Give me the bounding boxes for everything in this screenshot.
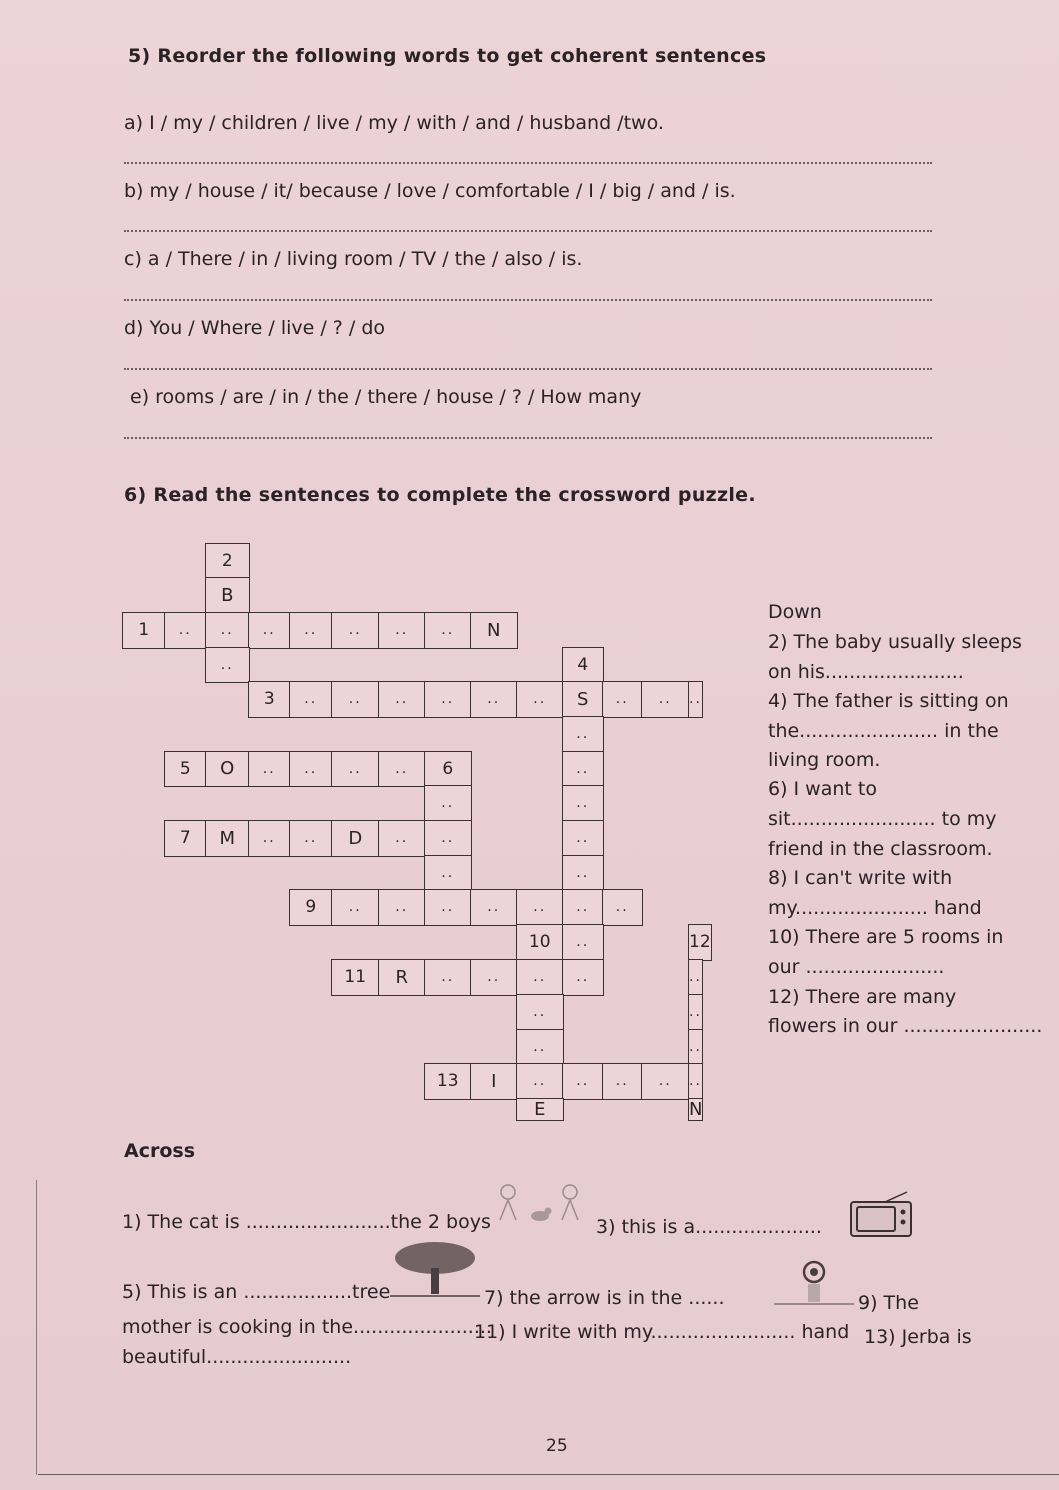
crossword-number-cell: 1 (122, 612, 166, 649)
crossword-empty-cell[interactable]: .. (516, 959, 564, 996)
crossword-empty-cell[interactable]: .. (688, 1029, 703, 1065)
crossword-empty-cell[interactable]: .. (289, 820, 333, 857)
down-clue-line: 2) The baby usually sleeps (768, 631, 1022, 653)
sentence-c: c) a / There / in / living room / TV / the / also / is. (124, 248, 583, 270)
crossword-letter-cell: D (331, 820, 380, 857)
crossword-empty-cell[interactable]: .. (688, 959, 703, 996)
crossword-empty-cell[interactable]: .. (289, 681, 333, 718)
crossword-number-cell: 9 (289, 889, 333, 926)
crossword-empty-cell[interactable]: .. (470, 889, 518, 926)
crossword-number-cell: 2 (205, 543, 250, 579)
across-clue-1: 1) The cat is ........................the 2 boys (122, 1211, 491, 1233)
crossword-empty-cell[interactable]: .. (516, 1029, 564, 1065)
down-clue-line: 8) I can't write with (768, 867, 953, 889)
crossword-empty-cell[interactable]: .. (331, 889, 380, 926)
crossword-empty-cell[interactable]: .. (424, 855, 472, 891)
sentence-e: e) rooms / are / in / the / there / house / ? / How many (130, 386, 642, 408)
crossword-empty-cell[interactable]: .. (516, 1063, 564, 1100)
down-clue-line: 6) I want to (768, 778, 877, 800)
crossword-empty-cell[interactable]: .. (289, 751, 333, 787)
page-number: 25 (546, 1436, 568, 1456)
crossword-empty-cell[interactable]: .. (688, 994, 703, 1031)
down-clue-line: friend in the classroom. (768, 838, 993, 860)
crossword-number-cell: 13 (424, 1063, 472, 1100)
crossword-number-cell: 11 (331, 959, 380, 996)
crossword-empty-cell[interactable]: .. (516, 889, 564, 926)
down-clue-line: living room. (768, 749, 881, 771)
crossword-number-cell: 5 (164, 751, 207, 787)
crossword-letter-cell: B (205, 577, 250, 614)
sentence-d: d) You / Where / live / ? / do (124, 317, 386, 339)
down-clue-line: flowers in our ....................... (768, 1015, 1043, 1037)
crossword-letter-cell: I (470, 1063, 518, 1100)
crossword-empty-cell[interactable]: .. (470, 959, 518, 996)
crossword-empty-cell[interactable]: .. (289, 612, 333, 649)
crossword-empty-cell[interactable]: .. (688, 1063, 703, 1100)
across-clue-9-cont: mother is cooking in the....................... (122, 1316, 492, 1338)
down-clue-line: 12) There are many (768, 986, 957, 1008)
crossword-empty-cell[interactable]: .. (378, 681, 426, 718)
crossword-number-cell: 12 (688, 924, 712, 961)
crossword-empty-cell[interactable]: .. (516, 681, 564, 718)
crossword-number-cell: 6 (424, 751, 472, 787)
sentence-a: a) I / my / children / live / my / with / and / husband /two. (124, 112, 664, 134)
down-title: Down (768, 601, 822, 623)
crossword-empty-cell[interactable]: .. (424, 612, 472, 649)
down-clue-line: 4) The father is sitting on (768, 690, 1009, 712)
crossword-empty-cell[interactable]: .. (562, 959, 604, 996)
crossword-empty-cell[interactable]: .. (516, 994, 564, 1031)
across-clue-13-cont: beautiful........................ (122, 1346, 352, 1368)
across-clue-3: 3) this is a..................... (596, 1216, 822, 1238)
crossword-letter-cell: S (562, 681, 604, 718)
crossword-letter-cell: R (378, 959, 426, 996)
down-clue-line: 10) There are 5 rooms in (768, 926, 1004, 948)
crossword-empty-cell[interactable]: .. (641, 1063, 690, 1100)
crossword-letter-cell: E (516, 1098, 564, 1121)
crossword-empty-cell[interactable]: .. (470, 681, 518, 718)
arrow-target-image (770, 1258, 860, 1310)
tv-image (845, 1190, 915, 1240)
crossword-empty-cell[interactable]: .. (331, 681, 380, 718)
crossword-empty-cell[interactable]: .. (205, 647, 250, 683)
crossword-empty-cell[interactable]: .. (424, 889, 472, 926)
crossword-empty-cell[interactable]: .. (424, 959, 472, 996)
crossword-empty-cell[interactable]: .. (378, 612, 426, 649)
crossword-empty-cell[interactable]: .. (641, 681, 690, 718)
across-clue-7: 7) the arrow is in the ...... (484, 1287, 725, 1309)
crossword-empty-cell[interactable]: .. (205, 612, 250, 649)
two-boys-cat-image (490, 1180, 590, 1228)
crossword-empty-cell[interactable]: .. (331, 751, 380, 787)
crossword-empty-cell[interactable]: .. (562, 716, 604, 753)
crossword-letter-cell: O (205, 751, 250, 787)
crossword-number-cell: 3 (248, 681, 291, 718)
crossword-empty-cell[interactable]: .. (378, 889, 426, 926)
across-clue-9: 9) The (858, 1292, 919, 1314)
crossword-empty-cell[interactable]: .. (688, 681, 703, 718)
tree-image (390, 1238, 480, 1300)
crossword-empty-cell[interactable]: .. (331, 612, 380, 649)
down-clue-line: on his....................... (768, 661, 964, 683)
crossword-letter-cell: M (205, 820, 250, 857)
crossword-empty-cell[interactable]: .. (602, 889, 643, 926)
down-clue-line: the....................... in the (768, 720, 999, 742)
crossword-number-cell: 7 (164, 820, 207, 857)
crossword-letter-cell: N (470, 612, 518, 649)
crossword-empty-cell[interactable]: .. (562, 1063, 604, 1100)
crossword-empty-cell[interactable]: .. (164, 612, 207, 649)
down-clue-line: our ....................... (768, 956, 945, 978)
crossword-empty-cell[interactable]: .. (378, 820, 426, 857)
crossword-empty-cell[interactable]: .. (562, 751, 604, 787)
across-clue-13: 13) Jerba is (864, 1326, 972, 1348)
crossword-empty-cell[interactable]: .. (424, 681, 472, 718)
exercise-5-title: 5) Reorder the following words to get coherent sentences (128, 45, 767, 67)
sentence-b: b) my / house / it/ because / love / comfortable / I / big / and / is. (124, 180, 736, 202)
crossword-empty-cell[interactable]: .. (562, 924, 604, 961)
crossword-empty-cell[interactable]: .. (378, 751, 426, 787)
crossword-number-cell: 4 (562, 647, 604, 683)
across-clue-11: 11) I write with my........................ hand (474, 1321, 850, 1343)
crossword-empty-cell[interactable]: .. (562, 889, 604, 926)
down-clue-line: my...................... hand (768, 897, 982, 919)
crossword-empty-cell[interactable]: .. (424, 820, 472, 857)
crossword-empty-cell[interactable]: .. (562, 785, 604, 822)
down-clue-line: sit........................ to my (768, 808, 997, 830)
exercise-6-title: 6) Read the sentences to complete the crossword puzzle. (124, 484, 756, 506)
across-clue-5: 5) This is an ..................tree (122, 1281, 391, 1303)
page-frame-left (36, 1180, 37, 1475)
crossword-letter-cell: N (689, 1099, 703, 1120)
crossword-empty-cell[interactable]: .. (602, 1063, 643, 1100)
crossword-empty-cell[interactable]: .. (248, 751, 291, 787)
crossword-empty-cell[interactable]: .. (248, 612, 291, 649)
across-title: Across (124, 1140, 196, 1162)
crossword-empty-cell[interactable]: .. (562, 855, 604, 891)
page-frame-bottom (38, 1474, 1059, 1475)
crossword-empty-cell[interactable]: .. (562, 820, 604, 857)
crossword-empty-cell[interactable]: .. (602, 681, 643, 718)
crossword-empty-cell[interactable]: .. (248, 820, 291, 857)
crossword-number-cell: 10 (516, 924, 564, 961)
crossword-empty-cell[interactable]: .. (424, 785, 472, 822)
